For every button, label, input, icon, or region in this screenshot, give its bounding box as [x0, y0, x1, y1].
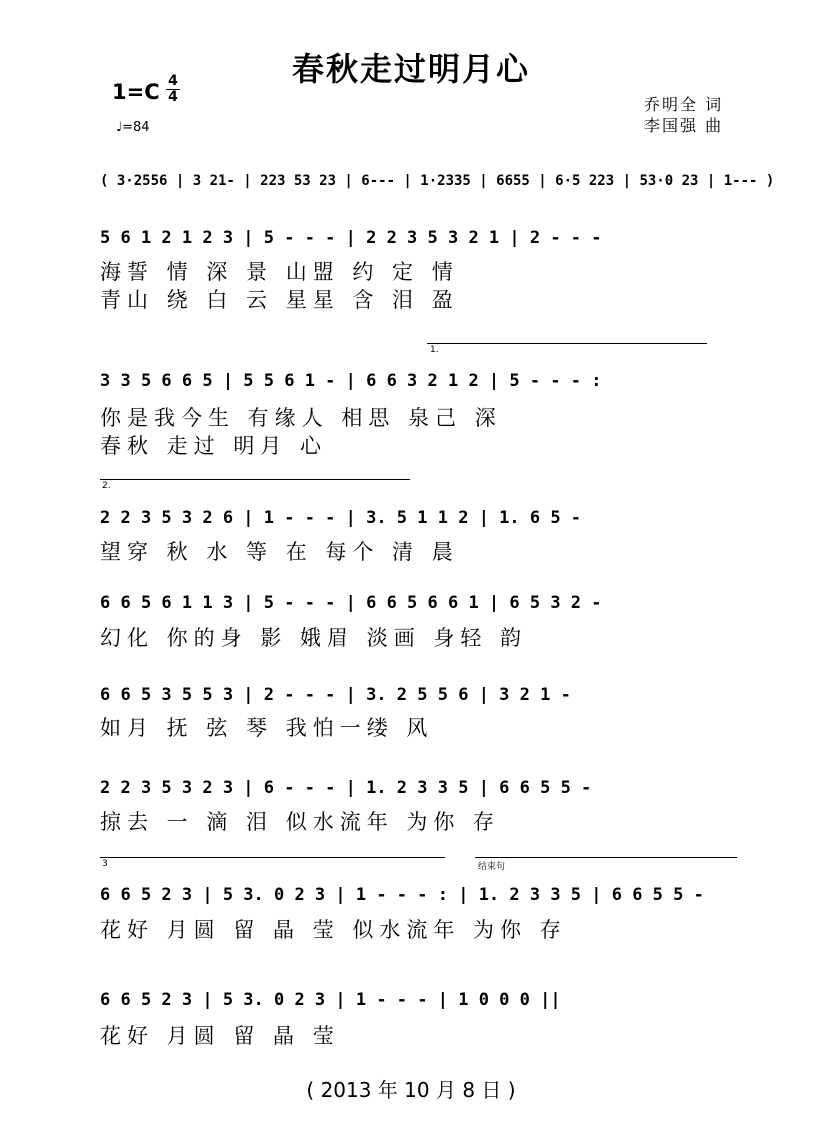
intro-notes: ( 3·2556 | 3 21- | 223 53 23 | 6--- | 1·2335 | 6655 | 6·5 223 | 53·0 23 | 1--- )	[100, 173, 775, 189]
lyric-line: 花好 月圆 留 晶 莹 似水流年 为你 存	[100, 918, 567, 942]
lyric-line: 望穿 秋 水 等 在 每个 清 晨	[100, 540, 459, 564]
lyric-line: 你是我今生 有缘人 相思 泉己 深	[100, 406, 502, 430]
volta-label: 1.	[430, 345, 439, 355]
lyric-line: 掠去 一 滴 泪 似水流年 为你 存	[100, 810, 501, 834]
notation-row: 6 6 5 3 5 5 3 | 2 - - - | 3. 2 5 5 6 | 3 2 1 -	[100, 685, 571, 705]
lyric-line: 花好 月圆 留 晶 莹	[100, 1024, 340, 1048]
lyricist-credit: 乔明全 词	[644, 95, 724, 114]
lyric-line: 春秋 走过 明月 心	[100, 434, 328, 458]
lyric-line: 幻化 你的身 影 娥眉 淡画 身轻 韵	[100, 626, 528, 650]
volta-bracket	[427, 343, 707, 344]
notation-row: 5 6 1 2 1 2 3 | 5 - - - | 2 2 3 5 3 2 1 | 2 - - -	[100, 228, 602, 248]
time-signature-top: 4	[168, 73, 178, 89]
ending-bracket	[475, 857, 737, 858]
tempo-marking: ♩=84	[116, 120, 150, 135]
lyric-line: 青山 绕 白 云 星星 含 泪 盈	[100, 288, 459, 312]
composer-credit: 李国强 曲	[644, 116, 724, 135]
volta-bracket	[100, 479, 410, 480]
volta-bracket	[100, 857, 445, 858]
lyric-line: 海誓 情 深 景 山盟 约 定 情	[100, 260, 459, 284]
notation-row: 6 6 5 2 3 | 5 3. 0 2 3 | 1 - - - | 1 0 0 0 ||	[100, 990, 561, 1010]
notation-row: 6 6 5 6 1 1 3 | 5 - - - | 6 6 5 6 6 1 | 6 5 3 2 -	[100, 593, 602, 613]
notation-row: 3 3 5 6 6 5 | 5 5 6 1 - | 6 6 3 2 1 2 | 5 - - - :	[100, 371, 602, 391]
key-signature: 1=C	[112, 80, 160, 104]
volta-label: 3	[102, 859, 108, 869]
notation-row: 6 6 5 2 3 | 5 3. 0 2 3 | 1 - - - : | 1. 2 3 3 5 | 6 6 5 5 -	[100, 885, 704, 905]
composition-date: ( 2013 年 10 月 8 日 )	[306, 1078, 516, 1102]
time-signature	[166, 74, 180, 105]
lyric-line: 如月 抚 弦 琴 我怕一缕 风	[100, 716, 434, 740]
notation-row: 2 2 3 5 3 2 6 | 1 - - - | 3. 5 1 1 2 | 1. 6 5 -	[100, 508, 582, 528]
song-title: 春秋走过明月心	[291, 50, 530, 88]
volta-label: 2.	[102, 481, 111, 491]
time-signature-bottom: 4	[166, 89, 180, 105]
notation-row: 2 2 3 5 3 2 3 | 6 - - - | 1. 2 3 3 5 | 6 6 5 5 -	[100, 778, 592, 798]
ending-label: 结束句	[478, 862, 506, 872]
